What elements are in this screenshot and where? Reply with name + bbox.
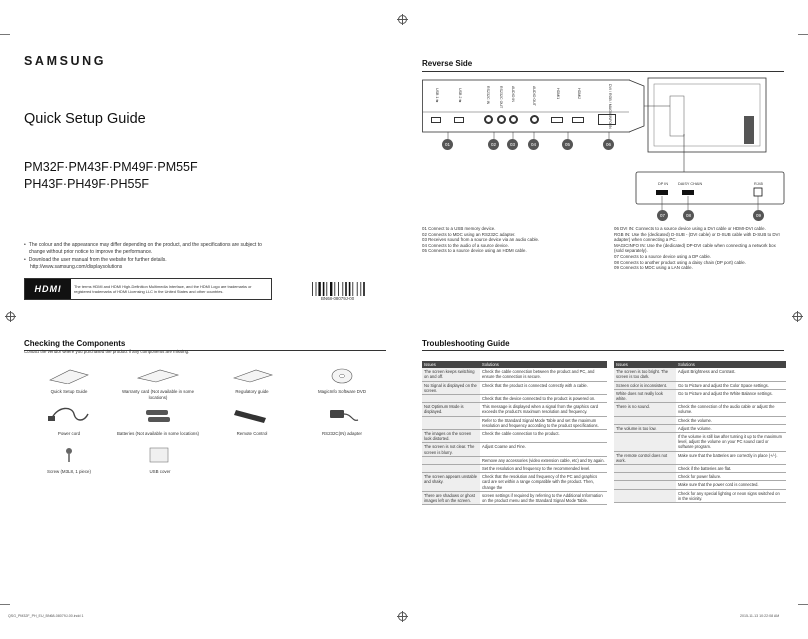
number-badge-09: 09 [753, 210, 764, 221]
note-item: • The colour and the appearance may differ depending on the product, and the specifications are subject to change without prior notice to improve the performance. [24, 242, 262, 255]
troubleshooting-row [422, 491, 607, 504]
issue-cell: Not Optimum Mode is displayed. [422, 403, 480, 416]
solution-cell: Refer to the Standard Signal Mode Table and set the maximum resolution and frequency according to the product specifications. [480, 416, 607, 429]
port-description: 04 Connects to the audio of a source device. [422, 242, 509, 248]
troubleshooting-table-left [422, 361, 607, 505]
solution-cell: Check that the resolution and frequency of the PC and graphics card are set within a range compatible with the product. Then, change the [480, 473, 607, 492]
panel-edge [629, 80, 644, 132]
usb2-port [454, 117, 464, 123]
barcode-bar [330, 282, 332, 296]
port-description: 07 Connects to a source device using a DP cable. [614, 253, 712, 259]
issue-cell [422, 416, 480, 429]
troubleshooting-row [614, 451, 786, 464]
number-badge-07: 07 [657, 210, 668, 221]
port-description: 09 Connects to MDC using a LAN cable. [614, 265, 693, 271]
dvi-port [598, 114, 616, 125]
troubleshooting-row [614, 381, 786, 389]
solution-cell: This message is displayed when a signal from the graphics card exceeds the product's maximum resolution and frequency. [480, 403, 607, 416]
port-description: 08 Connects to another product using a daisy chain (DP port) cable. [614, 259, 746, 265]
solutions-header: Solutions [676, 361, 786, 368]
solutions-header: Solutions [480, 361, 607, 368]
hdmi2-port [572, 117, 584, 123]
reverse-side-heading: Reverse Side [422, 59, 473, 68]
audio-out-port [530, 115, 539, 124]
rear-panel-diagram [422, 76, 786, 236]
solution-cell: Remove any accessories (video extension cable, etc) and try again. [480, 456, 607, 464]
component-remote-control: Remote Control [222, 404, 282, 437]
barcode-bar [318, 282, 320, 296]
solution-cell: Go to Picture and adjust the Color Space settings. [676, 381, 786, 389]
number-badge-05: 05 [562, 139, 573, 150]
port-description: 05 Connects to a source device using an HDMI cable. [422, 248, 527, 254]
solution-cell: Adjust Coarse and Fine. [480, 443, 607, 456]
issues-header: Issues [614, 361, 676, 368]
batteries-icon [112, 404, 204, 426]
monitor-vent [744, 116, 754, 144]
barcode-bar [345, 282, 347, 296]
barcode-bar [326, 282, 327, 296]
solution-cell: If the volume is still low after turning it up to the maximum level, adjust the volume on your PC sound card or software program. [676, 433, 786, 452]
usb-cover-icon [130, 446, 190, 464]
barcode-bar [360, 282, 361, 296]
port-label: AUDIO OUT [532, 86, 536, 106]
barcode-bar [312, 282, 313, 296]
issue-cell [614, 433, 676, 452]
port-description: 02 Connects to MDC using an RS232C adapter. [422, 231, 516, 237]
barcode-bar [363, 282, 365, 296]
barcode-bar [338, 282, 339, 296]
troubleshooting-row [614, 403, 786, 416]
troubleshooting-row [422, 368, 607, 381]
crop-mark [798, 34, 808, 35]
troubleshooting-row [422, 381, 607, 394]
warranty-card-icon [118, 366, 198, 384]
port-label: DVI / RGB / MAGICINFO IN [608, 84, 612, 129]
troubleshooting-row [614, 416, 786, 424]
solution-cell: Make sure that the batteries are correctly in place (+/-). [676, 451, 786, 464]
solution-cell: Check that the device connected to the product is powered on. [480, 395, 607, 403]
solution-cell: Adjust the volume. [676, 424, 786, 432]
port-description: 03 Receives sound from a source device via an audio cable. [422, 237, 540, 243]
port-description: MAGICINFO IN: Use the (dedicated) DP-DVI cable when connecting a network box (sold separately). [614, 242, 776, 254]
footer-left: QSG_PM32F_PH_EU_BN68-08079J-00.indd 1 [8, 614, 84, 618]
solution-cell: Check that the product is connected correctly with a cable. [480, 381, 607, 394]
troubleshooting-row [614, 481, 786, 489]
issue-cell [422, 456, 480, 464]
heading-rule [422, 71, 784, 72]
troubleshooting-heading: Troubleshooting Guide [422, 339, 510, 348]
barcode-bar [323, 282, 325, 296]
usb1-port [431, 117, 441, 123]
rs232c-adapter-icon [312, 404, 372, 426]
issues-header: Issues [422, 361, 480, 368]
issue-cell [422, 465, 480, 473]
barcode-text: BN68-08079J-00 [321, 296, 355, 301]
barcode [312, 282, 370, 296]
website-link[interactable]: http://www.samsung.com/displaysolutions [30, 263, 123, 270]
solution-cell: Check the volume. [676, 416, 786, 424]
model-line-1: PM32F·PM43F·PM49F·PM55F [24, 160, 198, 174]
troubleshooting-row [614, 424, 786, 432]
hdmi-logo: HDMI [25, 279, 71, 299]
crop-mark [0, 604, 10, 605]
model-list [24, 159, 198, 193]
troubleshooting-row [422, 465, 607, 473]
rs232c-out-port [497, 115, 506, 124]
solution-cell: Check for power failure. [676, 473, 786, 481]
issue-cell [614, 465, 676, 473]
audio-in-port [509, 115, 518, 124]
regulatory-guide-icon [222, 366, 282, 384]
troubleshooting-row [614, 465, 786, 473]
solution-cell: Check the cable connection between the product and PC, and ensure the connection is secure. [480, 368, 607, 381]
issue-cell [422, 395, 480, 403]
component-usb-cover: USB cover [130, 446, 190, 475]
registration-mark-left [6, 312, 15, 321]
issue-cell: There is no sound. [614, 403, 676, 416]
port-label: HDMI2 [577, 88, 581, 100]
registration-mark-right [793, 312, 802, 321]
barcode-bar [349, 282, 351, 296]
troubleshooting-row [614, 489, 786, 502]
barcode-bars [312, 282, 370, 296]
component-magicinfo-dvd: MagicInfo Software DVD [312, 366, 372, 395]
rs232c-in-port [484, 115, 493, 124]
port-description: 01 Connect to a USB memory device. [422, 226, 496, 231]
registration-mark-bottom [398, 612, 407, 621]
screw-icon [44, 446, 94, 464]
component-regulatory-guide: Regulatory guide [222, 366, 282, 395]
issue-cell: The volume is too low. [614, 424, 676, 432]
number-badge-08: 08 [683, 210, 694, 221]
dp-in-label: DP IN [658, 182, 669, 186]
solution-cell: screen settings if required by referring to the Additional Information on the product menu and the Standard Signal Mode Table. [480, 491, 607, 504]
component-rs232c-adapter: RS232C(IN) adapter [312, 404, 372, 437]
troubleshooting-row [422, 395, 607, 403]
issue-cell: The images on the screen look distorted. [422, 430, 480, 443]
component-batteries: Batteries (Not available in some locations) [112, 404, 204, 437]
component-quick-setup-guide: Quick Setup Guide [44, 366, 94, 395]
issue-cell [614, 473, 676, 481]
troubleshooting-row [422, 473, 607, 492]
port-label: RS232C IN [486, 86, 490, 105]
issue-cell [614, 416, 676, 424]
port-label: USB 2 ⇆ [458, 88, 462, 103]
port-label: USB 1 ⇆ [435, 88, 439, 103]
issue-cell: The screen keeps switching on and off. [422, 368, 480, 381]
number-badge-01: 01 [442, 139, 453, 150]
barcode-bar [316, 282, 317, 296]
hdmi1-port [551, 117, 563, 123]
daisy-chain-label: DAISY CHAIN [678, 182, 703, 186]
components-subtitle: Contact the vendor where you purchased the product if any components are missing. [24, 349, 190, 354]
daisy-chain-port [682, 190, 694, 195]
issue-cell: There are shadows or ghost images left on the screen. [422, 491, 480, 504]
barcode-bar [352, 282, 353, 296]
barcode-bar [342, 282, 343, 296]
component-power-cord: Power cord [44, 404, 94, 437]
troubleshooting-row [614, 433, 786, 452]
issue-cell: The screen is too bright. The screen is too dark. [614, 368, 676, 381]
number-badge-02: 02 [488, 139, 499, 150]
issue-cell: The screen appears unstable and shaky. [422, 473, 480, 492]
solution-cell: Make sure that the power cord is connected. [676, 481, 786, 489]
model-line-2: PH43F·PH49F·PH55F [24, 177, 150, 191]
component-screw: Screw (M3L8, 1 piece) [44, 446, 94, 475]
troubleshooting-table-right [614, 361, 786, 503]
solution-cell: Check for any special lighting or neon signs switched on in the vicinity. [676, 489, 786, 502]
troubleshooting-row [422, 430, 607, 443]
notes [24, 242, 279, 270]
issue-cell [614, 489, 676, 502]
troubleshooting-row [422, 443, 607, 456]
issue-cell: The remote control does not work. [614, 451, 676, 464]
port-label: RS232C OUT [499, 86, 503, 109]
note-item: • Download the user manual from the website for further details. [24, 257, 167, 263]
troubleshooting-row [422, 416, 607, 429]
troubleshooting-row [614, 473, 786, 481]
port-description: RGB IN: Use the (dedicated) D-SUB - (DVI cable) or D-SUB cable with D-SUB to DVI adapter) when connecting a PC. [614, 231, 780, 243]
dp-in-port [656, 190, 668, 195]
hdmi-text: The terms HDMI and HDMI High-Definition Multimedia Interface, and the HDMI Logo are trademarks or registered trademarks of HDMI Licensing LLC in the United States and other countries. [74, 284, 252, 294]
solution-cell: Adjust Brightness and Contrast. [676, 368, 786, 381]
port-descriptions-left [422, 226, 608, 254]
crop-mark [798, 604, 808, 605]
barcode-bar [334, 282, 335, 296]
troubleshooting-row [422, 403, 607, 416]
rj45-label: RJ45 [754, 182, 763, 186]
port-description: 06 DVI IN: Connects to a source device using a DVI cable or HDMI-DVI cable. [614, 226, 766, 231]
barcode-bar [357, 282, 358, 296]
issue-cell: No Signal is displayed on the screen. [422, 381, 480, 394]
issue-cell: White does not really look white. [614, 389, 676, 402]
components-heading: Checking the Components [24, 339, 126, 348]
issue-cell [614, 481, 676, 489]
crop-mark [0, 34, 10, 35]
issue-cell: Screen color is inconsistent. [614, 381, 676, 389]
issue-cell: The screen is not clear. The screen is blurry. [422, 443, 480, 456]
troubleshooting-row [422, 456, 607, 464]
number-badge-04: 04 [528, 139, 539, 150]
rj45-port [754, 188, 762, 196]
solution-cell: Check the connection of the audio cable or adjust the volume. [676, 403, 786, 416]
troubleshooting-row [614, 368, 786, 381]
dvd-icon [312, 366, 372, 384]
port-label: HDMI1 [556, 88, 560, 100]
solution-cell: Set the resolution and frequency to the recommended level. [480, 465, 607, 473]
port-descriptions-right [614, 226, 786, 271]
troubleshooting-row [614, 389, 786, 402]
registration-mark-top [398, 15, 407, 24]
heading-rule [422, 350, 784, 351]
quick-setup-guide-icon [44, 366, 94, 384]
solution-cell: Check if the batteries are flat. [676, 465, 786, 473]
page-title: Quick Setup Guide [24, 111, 146, 127]
solution-cell: Go to Picture and adjust the White Balance settings. [676, 389, 786, 402]
power-cord-icon [44, 404, 94, 426]
component-warranty-card: Warranty card (Not available in some locations) [118, 366, 198, 400]
number-badge-06: 06 [603, 139, 614, 150]
solution-cell: Check the cable connection to the product. [480, 430, 607, 443]
number-badge-03: 03 [507, 139, 518, 150]
hdmi-notice [24, 278, 272, 300]
port-label: AUDIO IN [511, 86, 515, 102]
samsung-logo: SAMSUNG [24, 54, 107, 68]
remote-control-icon [222, 404, 282, 426]
footer-right: 2015-11-13 10:22:08 AM [740, 614, 780, 618]
